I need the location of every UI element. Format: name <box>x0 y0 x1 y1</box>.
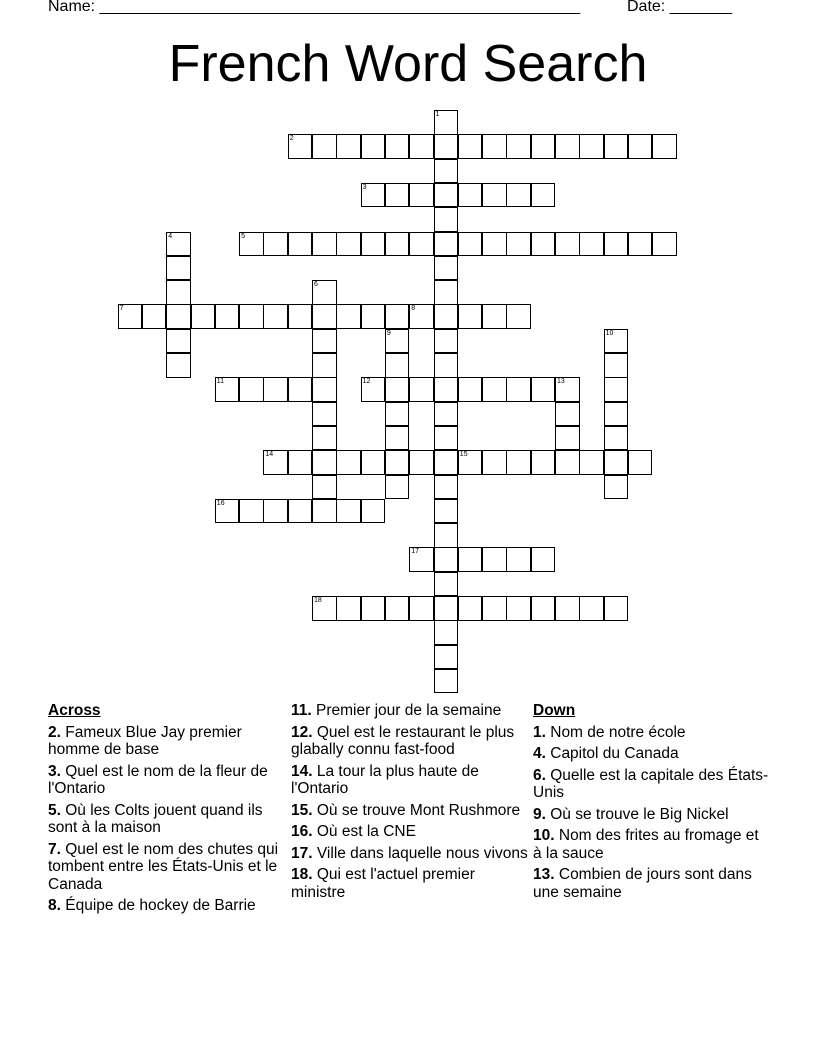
grid-cell[interactable] <box>482 377 507 402</box>
grid-cell[interactable] <box>458 377 483 402</box>
grid-cell[interactable] <box>409 377 434 402</box>
grid-cell[interactable] <box>312 499 337 524</box>
clue-number: 4 <box>168 232 173 240</box>
grid-cell[interactable] <box>288 232 313 257</box>
grid-cell[interactable] <box>434 183 459 208</box>
grid-cell[interactable] <box>531 232 556 257</box>
grid-cell[interactable] <box>239 377 264 402</box>
grid-cell[interactable] <box>336 134 361 159</box>
clue-number-label: 10. <box>533 827 555 844</box>
grid-cell[interactable] <box>628 134 653 159</box>
grid-cell[interactable] <box>531 547 556 572</box>
grid-cell[interactable] <box>385 475 410 500</box>
clue-item <box>533 827 771 862</box>
grid-cell[interactable] <box>434 280 459 305</box>
grid-cell[interactable] <box>555 402 580 427</box>
grid-cell[interactable] <box>312 280 337 305</box>
clue-number-label: 18. <box>291 866 313 883</box>
grid-cell[interactable] <box>434 547 459 572</box>
clue-item <box>291 802 529 820</box>
grid-cell[interactable] <box>434 596 459 621</box>
grid-cell[interactable] <box>434 426 459 451</box>
grid-cell[interactable] <box>482 450 507 475</box>
grid-cell[interactable] <box>555 596 580 621</box>
clue-text: Ville dans laquelle nous vivons <box>312 844 528 862</box>
grid-cell[interactable] <box>288 377 313 402</box>
clue-item <box>291 702 529 720</box>
grid-cell[interactable] <box>434 645 459 670</box>
grid-cell[interactable] <box>409 134 434 159</box>
grid-cell[interactable] <box>555 426 580 451</box>
clue-item <box>533 767 771 802</box>
grid-cell[interactable] <box>336 596 361 621</box>
grid-cell[interactable] <box>604 402 629 427</box>
clue-number-label: 12. <box>291 723 313 741</box>
grid-cell[interactable] <box>652 232 677 257</box>
clue-text: Où se trouve Mont Rushmore <box>312 801 521 819</box>
grid-cell[interactable] <box>458 596 483 621</box>
clue-text: Quel est le nom des chutes qui tombent entre les États-Unis et le Canada <box>48 840 279 893</box>
grid-cell[interactable] <box>604 353 629 378</box>
clue-number: 8 <box>411 305 416 313</box>
grid-cell[interactable] <box>385 377 410 402</box>
grid-cell[interactable] <box>434 475 459 500</box>
clue-number: 14 <box>265 451 274 459</box>
grid-cell[interactable] <box>361 450 386 475</box>
clue-number-label: 13. <box>533 866 555 883</box>
grid-cell[interactable] <box>458 183 483 208</box>
grid-cell[interactable] <box>409 547 434 572</box>
clue-number: 5 <box>241 232 245 240</box>
grid-cell[interactable] <box>579 134 604 159</box>
down-clues-column <box>533 702 771 905</box>
clue-number: 15 <box>459 451 468 459</box>
clue-number-label: 6. <box>533 766 546 784</box>
grid-cell[interactable] <box>118 304 143 329</box>
clue-item <box>291 845 529 863</box>
grid-cell[interactable] <box>385 304 410 329</box>
grid-cell[interactable] <box>434 232 459 257</box>
grid-cell[interactable] <box>555 377 580 402</box>
clue-text: Qui est l'actuel premier ministre <box>291 866 475 901</box>
grid-cell[interactable] <box>336 499 361 524</box>
grid-cell[interactable] <box>579 232 604 257</box>
grid-cell[interactable] <box>409 232 434 257</box>
clue-item <box>291 763 529 798</box>
date-field-label: Date: _______ <box>627 0 732 15</box>
grid-cell[interactable] <box>604 232 629 257</box>
clue-text: Où est la CNE <box>312 823 416 840</box>
grid-cell[interactable] <box>215 377 240 402</box>
grid-cell[interactable] <box>385 353 410 378</box>
grid-cell[interactable] <box>506 596 531 621</box>
clue-number-label: 7. <box>48 840 61 858</box>
grid-cell[interactable] <box>434 353 459 378</box>
grid-cell[interactable] <box>506 304 531 329</box>
clue-number: 13 <box>557 378 565 386</box>
clue-number: 3 <box>362 183 367 191</box>
grid-cell[interactable] <box>628 450 653 475</box>
grid-cell[interactable] <box>506 232 531 257</box>
grid-cell[interactable] <box>434 450 459 475</box>
page-title: French Word Search <box>168 35 648 93</box>
grid-cell[interactable] <box>531 596 556 621</box>
clue-item <box>48 897 286 915</box>
down-heading: Down <box>533 702 576 719</box>
clue-number-label: 11. <box>291 702 312 719</box>
grid-cell[interactable] <box>142 304 167 329</box>
grid-cell[interactable] <box>482 134 507 159</box>
clue-text: Premier jour de la semaine <box>311 702 502 719</box>
grid-cell[interactable] <box>604 377 629 402</box>
grid-cell[interactable] <box>482 547 507 572</box>
grid-cell[interactable] <box>263 499 288 524</box>
clue-number-label: 14. <box>291 762 313 780</box>
grid-cell[interactable] <box>604 426 629 451</box>
grid-cell[interactable] <box>361 304 386 329</box>
grid-cell[interactable] <box>385 426 410 451</box>
across-clues-column-1 <box>48 702 286 919</box>
grid-cell[interactable] <box>312 353 337 378</box>
grid-cell[interactable] <box>434 499 459 524</box>
grid-cell[interactable] <box>434 110 459 135</box>
grid-cell[interactable] <box>579 596 604 621</box>
grid-cell[interactable] <box>166 232 191 257</box>
clue-item <box>291 866 529 901</box>
clue-number-label: 2. <box>48 723 61 741</box>
grid-cell[interactable] <box>312 232 337 257</box>
grid-cell[interactable] <box>409 596 434 621</box>
grid-cell[interactable] <box>288 499 313 524</box>
grid-cell[interactable] <box>361 232 386 257</box>
clue-number: 12 <box>362 378 371 386</box>
grid-cell[interactable] <box>385 329 410 354</box>
clue-item <box>48 763 286 798</box>
grid-cell[interactable] <box>482 232 507 257</box>
clue-number-label: 3. <box>48 762 61 780</box>
clue-number-label: 8. <box>48 897 61 914</box>
grid-cell[interactable] <box>215 304 240 329</box>
grid-cell[interactable] <box>166 280 191 305</box>
clue-text: Nom de notre école <box>545 723 686 741</box>
clue-item <box>291 823 529 841</box>
grid-cell[interactable] <box>263 450 288 475</box>
grid-cell[interactable] <box>531 183 556 208</box>
grid-cell[interactable] <box>434 304 459 329</box>
grid-cell[interactable] <box>361 134 386 159</box>
grid-cell[interactable] <box>361 183 386 208</box>
grid-cell[interactable] <box>166 353 191 378</box>
grid-cell[interactable] <box>604 450 629 475</box>
grid-cell[interactable] <box>531 450 556 475</box>
name-field-label: Name: ______________________________________________________ <box>48 0 581 15</box>
grid-cell[interactable] <box>361 377 386 402</box>
grid-cell[interactable] <box>579 450 604 475</box>
grid-cell[interactable] <box>312 304 337 329</box>
grid-cell[interactable] <box>312 475 337 500</box>
grid-cell[interactable] <box>385 232 410 257</box>
grid-cell[interactable] <box>555 134 580 159</box>
grid-cell[interactable] <box>409 183 434 208</box>
across-clues-column-2 <box>291 702 529 905</box>
grid-cell[interactable] <box>312 596 337 621</box>
grid-cell[interactable] <box>288 304 313 329</box>
grid-cell[interactable] <box>288 450 313 475</box>
grid-cell[interactable] <box>263 377 288 402</box>
clue-text: La tour la plus haute de l'Ontario <box>291 762 479 797</box>
grid-cell[interactable] <box>604 475 629 500</box>
clue-item <box>48 724 286 759</box>
grid-cell[interactable] <box>312 402 337 427</box>
grid-cell[interactable] <box>312 377 337 402</box>
grid-cell[interactable] <box>434 329 459 354</box>
clue-number-label: 15. <box>291 801 313 819</box>
grid-cell[interactable] <box>604 134 629 159</box>
grid-cell[interactable] <box>506 183 531 208</box>
clue-number: 6 <box>314 281 318 289</box>
clue-text: Équipe de hockey de Barrie <box>60 897 256 914</box>
grid-cell[interactable] <box>458 232 483 257</box>
grid-cell[interactable] <box>434 377 459 402</box>
grid-cell[interactable] <box>312 450 337 475</box>
grid-cell[interactable] <box>531 134 556 159</box>
grid-cell[interactable] <box>434 523 459 548</box>
grid-cell[interactable] <box>482 304 507 329</box>
grid-cell[interactable] <box>336 304 361 329</box>
clue-number-label: 5. <box>48 801 61 819</box>
grid-cell[interactable] <box>506 134 531 159</box>
grid-cell[interactable] <box>506 450 531 475</box>
clue-number: 16 <box>216 499 225 507</box>
grid-cell[interactable] <box>434 256 459 281</box>
grid-cell[interactable] <box>191 304 216 329</box>
grid-cell[interactable] <box>531 377 556 402</box>
grid-cell[interactable] <box>434 159 459 184</box>
clue-text: Combien de jours sont dans une semaine <box>533 866 752 901</box>
grid-cell[interactable] <box>604 596 629 621</box>
clue-number: 18 <box>314 597 322 604</box>
grid-cell[interactable] <box>239 304 264 329</box>
grid-cell[interactable] <box>434 620 459 645</box>
clue-item <box>533 806 771 824</box>
grid-cell[interactable] <box>166 304 191 329</box>
clue-number-label: 4. <box>533 745 546 762</box>
grid-cell[interactable] <box>482 596 507 621</box>
grid-cell[interactable] <box>263 232 288 257</box>
clue-number: 7 <box>119 305 124 313</box>
grid-cell[interactable] <box>166 329 191 354</box>
grid-cell[interactable] <box>361 596 386 621</box>
grid-cell[interactable] <box>506 377 531 402</box>
grid-cell[interactable] <box>434 207 459 232</box>
clue-number: 2 <box>289 135 294 143</box>
grid-cell[interactable] <box>385 450 410 475</box>
grid-cell[interactable] <box>555 450 580 475</box>
clue-number: 9 <box>386 329 391 337</box>
grid-cell[interactable] <box>312 426 337 451</box>
grid-cell[interactable] <box>215 499 240 524</box>
grid-cell[interactable] <box>628 232 653 257</box>
clue-number-label: 17. <box>291 844 313 862</box>
clue-number: 10 <box>605 329 614 337</box>
clue-number-label: 16. <box>291 823 313 840</box>
grid-cell[interactable] <box>239 499 264 524</box>
grid-cell[interactable] <box>458 134 483 159</box>
grid-cell[interactable] <box>336 232 361 257</box>
grid-cell[interactable] <box>361 499 386 524</box>
clue-text: Nom des frites au fromage et à la sauce <box>533 827 759 862</box>
clue-item <box>48 802 286 837</box>
across-heading: Across <box>48 702 101 719</box>
clue-text: Capitol du Canada <box>545 745 679 762</box>
grid-cell[interactable] <box>652 134 677 159</box>
clue-item <box>291 724 529 759</box>
grid-cell[interactable] <box>166 256 191 281</box>
grid-cell[interactable] <box>239 232 264 257</box>
clue-number-label: 9. <box>533 805 546 823</box>
grid-cell[interactable] <box>434 572 459 597</box>
grid-cell[interactable] <box>385 402 410 427</box>
grid-cell[interactable] <box>385 183 410 208</box>
grid-cell[interactable] <box>409 450 434 475</box>
grid-cell[interactable] <box>458 304 483 329</box>
grid-cell[interactable] <box>604 329 629 354</box>
clue-item <box>48 841 286 894</box>
grid-cell[interactable] <box>312 329 337 354</box>
grid-cell[interactable] <box>458 450 483 475</box>
grid-cell[interactable] <box>385 596 410 621</box>
grid-cell[interactable] <box>385 134 410 159</box>
clue-number-label: 1. <box>533 723 546 741</box>
grid-cell[interactable] <box>458 547 483 572</box>
clue-number: 1 <box>435 111 440 118</box>
clue-text: Où les Colts jouent quand ils sont à la maison <box>48 801 263 836</box>
clue-number: 11 <box>216 378 225 386</box>
clue-text: Quel est le restaurant le plus glabally connu fast-food <box>291 723 515 758</box>
grid-cell[interactable] <box>263 304 288 329</box>
grid-cell[interactable] <box>288 134 313 159</box>
clue-text: Quel est le nom de la fleur de l'Ontario <box>48 762 268 797</box>
grid-cell[interactable] <box>555 232 580 257</box>
grid-cell[interactable] <box>482 183 507 208</box>
grid-cell[interactable] <box>434 402 459 427</box>
grid-cell[interactable] <box>336 450 361 475</box>
grid-cell[interactable] <box>409 304 434 329</box>
clue-text: Fameux Blue Jay premier homme de base <box>48 723 242 758</box>
grid-cell[interactable] <box>434 669 459 694</box>
clue-text: Quelle est la capitale des États-Unis <box>533 766 769 801</box>
grid-cell[interactable] <box>434 134 459 159</box>
clue-text: Où se trouve le Big Nickel <box>545 805 729 823</box>
grid-cell[interactable] <box>312 134 337 159</box>
clue-item <box>533 745 771 763</box>
clue-item <box>533 866 771 901</box>
grid-cell[interactable] <box>506 547 531 572</box>
clue-number: 17 <box>411 548 419 556</box>
clue-item <box>533 724 771 742</box>
